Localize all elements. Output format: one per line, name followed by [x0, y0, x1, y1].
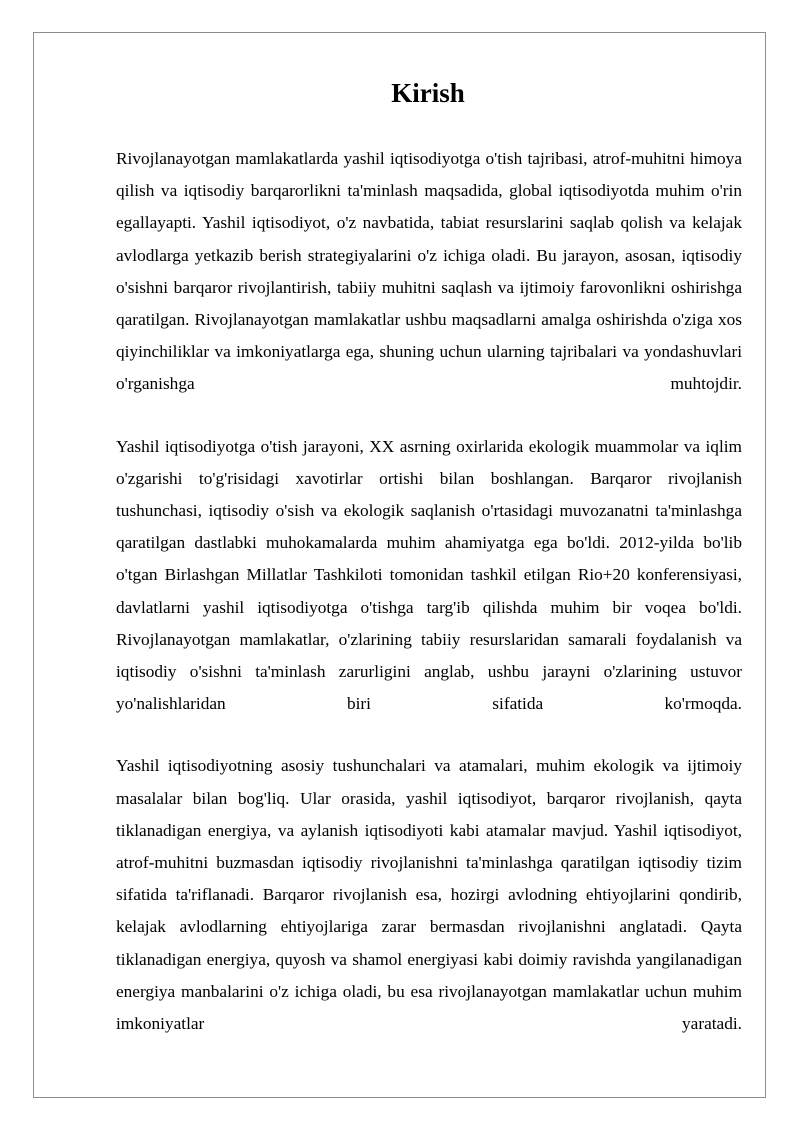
- paragraph-intro: Rivojlanayotgan mamlakatlarda yashil iqtisodiyotga o'tish tajribasi, atrof-muhitni himoya qilish va iqtisodiy barqarorlikni ta'minlash maqsadida, global iqtisodiyotda muhim o'rin egallayapti. Yashil iqtisodiyot, o'z navbatida, tabiat resurslarini saqlab qolish va kelajak avlodlarga yetkazib berish strategiyalarini o'z ichiga oladi. Bu jarayon, asosan, iqtisodiy o'sishni barqaror rivojlantirish, tabiiy muhitni saqlash va ijtimoiy farovonlikni oshirishga qaratilgan. Rivojlanayotgan mamlakatlar ushbu maqsadlarni amalga oshirishda o'ziga xos qiyinchiliklar va imkoniyatlarga ega, shuning uchun ularning tajribalari va yondashuvlari o'rganishga muhtojdir.: [116, 149, 742, 394]
- document-body: [116, 143, 742, 1070]
- paragraph-concepts: Yashil iqtisodiyotning asosiy tushunchalari va atamalari, muhim ekologik va ijtimoiy masalalar bilan bog'liq. Ular orasida, yashil iqtisodiyot, barqaror rivojlanish, qayta tiklanadigan energiya, va aylanish iqtisodiyoti kabi atamalar mavjud. Yashil iqtisodiyot, atrof-muhitni buzmasdan iqtisodiy rivojlanishni ta'minlashga qaratilgan iqtisodiy tizim sifatida ta'riflanadi. Barqaror rivojlanish esa, hozirgi avlodning ehtiyojlarini qondirib, kelajak avlodlarning ehtiyojlariga zarar bermasdan rivojlanishni anglatadi. Qayta tiklanadigan energiya, quyosh va shamol energiyasi kabi doimiy ravishda yangilanadigan energiya manbalarini o'z ichiga oladi, bu esa rivojlanayotgan mamlakatlar uchun muhim imkoniyatlar yaratadi.: [116, 756, 742, 1034]
- page-title: Kirish: [391, 78, 465, 108]
- paragraph-history: Yashil iqtisodiyotga o'tish jarayoni, XX asrning oxirlarida ekologik muammolar va iqlim o'zgarishi to'g'risidagi xavotirlar ortishi bilan boshlangan. Barqaror rivojlanish tushunchasi, iqtisodiy o'sish va ekologik saqlanish o'rtasidagi muvozanatni ta'minlashga qaratilgan dastlabki muhokamalarda muhim ahamiyatga ega bo'ldi. 2012-yilda bo'lib o'tgan Birlashgan Millatlar Tashkiloti tomonidan tashkil etilgan Rio+20 konferensiyasi, davlatlarni yashil iqtisodiyotga o'tishga targ'ib qilishda muhim bir voqea bo'ldi. Rivojlanayotgan mamlakatlar, o'zlarining tabiiy resurslaridan samarali foydalanish va iqtisodiy o'sishni ta'minlash zarurligini anglab, ushbu jarayni o'zlarining ustuvor yo'nalishlaridan biri sifatida ko'rmoqda.: [116, 436, 742, 714]
